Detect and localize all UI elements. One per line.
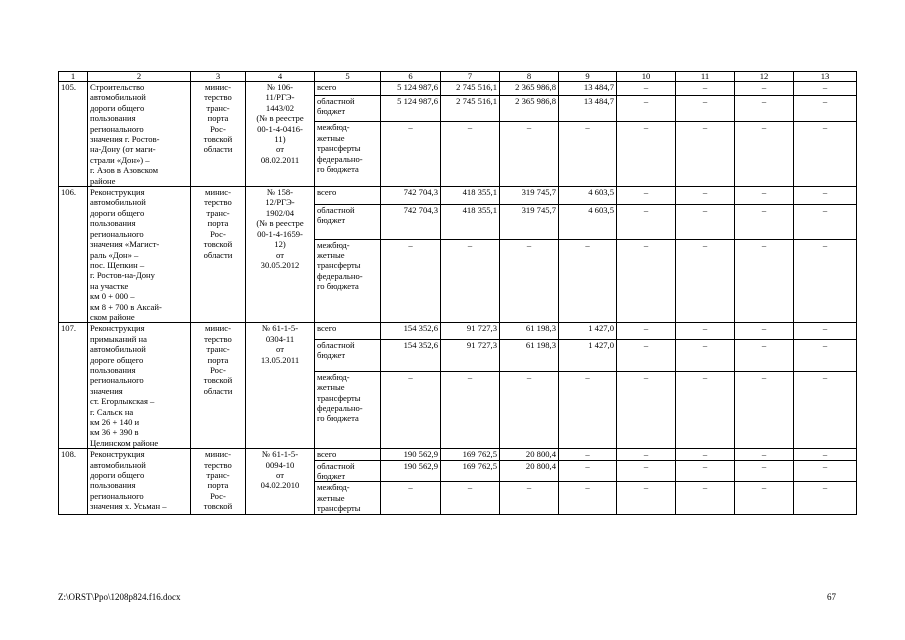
funding-source: межбюд- жетные трансферты федерально- го бюджета bbox=[315, 122, 381, 187]
value-col13: – bbox=[794, 239, 857, 323]
budget-table bbox=[58, 71, 857, 515]
value-col11: – bbox=[676, 95, 735, 122]
value-col7: 418 355,1 bbox=[441, 205, 500, 239]
value-col10: – bbox=[617, 122, 676, 187]
value-col9: – bbox=[559, 239, 617, 323]
funding-source: всего bbox=[315, 323, 381, 340]
value-col8: 2 365 986,8 bbox=[500, 82, 559, 96]
value-col8: 319 745,7 bbox=[500, 187, 559, 205]
value-col11: – bbox=[676, 323, 735, 340]
col-header: 7 bbox=[441, 72, 500, 82]
value-col8: 20 800,4 bbox=[500, 449, 559, 460]
customer-name: минис- терство транс- порта Рос- товской области bbox=[191, 187, 246, 323]
customer-name: минис- терство транс- порта Рос- товской bbox=[191, 449, 246, 514]
funding-source: межбюд- жетные трансферты федерально- го бюджета bbox=[315, 239, 381, 323]
expertise-doc: № 106- 11/РГЭ- 1443/02 (№ в реестре 00-1-4-0416- 11) от 08.02.2011 bbox=[246, 82, 315, 187]
object-name: Реконструкция примыканий на автомобильной дороге общего пользования регионального значения ст. Егорлыкская – г. Сальск на км 26 + 140 и км 36 + 390 в Целинском районе bbox=[88, 323, 191, 449]
value-col9: – bbox=[559, 449, 617, 460]
table-row bbox=[59, 323, 857, 340]
col-header: 1 bbox=[59, 72, 88, 82]
value-col11: – bbox=[676, 82, 735, 96]
customer-name: минис- терство транс- порта Рос- товской области bbox=[191, 82, 246, 187]
value-col12: – bbox=[735, 122, 794, 187]
funding-source: областной бюджет bbox=[315, 339, 381, 371]
funding-source: областной бюджет bbox=[315, 205, 381, 239]
value-col7: – bbox=[441, 239, 500, 323]
funding-source: всего bbox=[315, 82, 381, 96]
value-col11: – bbox=[676, 122, 735, 187]
expertise-doc: № 158- 12/РГЭ- 1902/04 (№ в реестре 00-1-4-1659- 12) от 30.05.2012 bbox=[246, 187, 315, 323]
value-col7: 169 762,5 bbox=[441, 449, 500, 460]
customer-name: минис- терство транс- порта Рос- товской области bbox=[191, 323, 246, 449]
value-total: – bbox=[381, 239, 441, 323]
value-total: 742 704,3 bbox=[381, 205, 441, 239]
value-col12: – bbox=[735, 82, 794, 96]
value-col10: – bbox=[617, 482, 676, 514]
value-col12: – bbox=[735, 187, 794, 205]
value-col13: – bbox=[794, 323, 857, 340]
value-col8: – bbox=[500, 239, 559, 323]
value-col11: – bbox=[676, 371, 735, 448]
value-col13: – bbox=[794, 205, 857, 239]
row-number: 106. bbox=[59, 187, 88, 323]
funding-source: межбюд- жетные трансферты федерально- го бюджета bbox=[315, 371, 381, 448]
value-col13: – bbox=[794, 122, 857, 187]
value-col12: – bbox=[735, 449, 794, 460]
value-col10: – bbox=[617, 205, 676, 239]
row-number: 108. bbox=[59, 449, 88, 514]
col-header: 13 bbox=[794, 72, 857, 82]
table-row bbox=[59, 82, 857, 96]
object-name: Строительство автомобильной дороги общего пользования регионального значения г. Ростов- на-Дону (от маги- страли «Дон») – г. Азов в Азовском районе bbox=[88, 82, 191, 187]
value-total: – bbox=[381, 122, 441, 187]
value-col8: – bbox=[500, 122, 559, 187]
value-col11: – bbox=[676, 449, 735, 460]
value-total: 190 562,9 bbox=[381, 460, 441, 482]
value-col13: – bbox=[794, 449, 857, 460]
value-col8: 61 198,3 bbox=[500, 339, 559, 371]
col-header: 9 bbox=[559, 72, 617, 82]
funding-source: межбюд- жетные трансферты bbox=[315, 482, 381, 514]
value-col8: – bbox=[500, 482, 559, 514]
value-col12: – bbox=[735, 205, 794, 239]
funding-source: всего bbox=[315, 449, 381, 460]
value-col7: 91 727,3 bbox=[441, 323, 500, 340]
value-col9: – bbox=[559, 460, 617, 482]
value-total: 190 562,9 bbox=[381, 449, 441, 460]
value-total: – bbox=[381, 371, 441, 448]
value-col12: – bbox=[735, 460, 794, 482]
value-col13: – bbox=[794, 82, 857, 96]
value-col11: – bbox=[676, 482, 735, 514]
value-col11: – bbox=[676, 187, 735, 205]
table-row bbox=[59, 449, 857, 460]
value-col13: – bbox=[794, 371, 857, 448]
value-total: – bbox=[381, 482, 441, 514]
page-number: 67 bbox=[827, 592, 836, 602]
value-col11: – bbox=[676, 460, 735, 482]
col-header: 12 bbox=[735, 72, 794, 82]
col-header: 2 bbox=[88, 72, 191, 82]
value-col10: – bbox=[617, 239, 676, 323]
value-col8: 319 745,7 bbox=[500, 205, 559, 239]
value-col9: – bbox=[559, 371, 617, 448]
value-col9: 1 427,0 bbox=[559, 339, 617, 371]
value-col13: – bbox=[794, 339, 857, 371]
value-col10: – bbox=[617, 339, 676, 371]
value-col12: – bbox=[735, 239, 794, 323]
value-col12: – bbox=[735, 482, 794, 514]
value-col9: 13 484,7 bbox=[559, 82, 617, 96]
value-col10: – bbox=[617, 95, 676, 122]
value-col10: – bbox=[617, 82, 676, 96]
value-col9: – bbox=[559, 482, 617, 514]
value-col12: – bbox=[735, 339, 794, 371]
value-total: 154 352,6 bbox=[381, 323, 441, 340]
col-header: 10 bbox=[617, 72, 676, 82]
value-col13: – bbox=[794, 187, 857, 205]
col-header: 8 bbox=[500, 72, 559, 82]
col-header: 5 bbox=[315, 72, 381, 82]
value-col7: 418 355,1 bbox=[441, 187, 500, 205]
value-total: 5 124 987,6 bbox=[381, 95, 441, 122]
value-col13: – bbox=[794, 482, 857, 514]
value-col7: 91 727,3 bbox=[441, 339, 500, 371]
col-header: 4 bbox=[246, 72, 315, 82]
value-col11: – bbox=[676, 205, 735, 239]
value-col10: – bbox=[617, 371, 676, 448]
column-number-row bbox=[59, 72, 857, 82]
col-header: 6 bbox=[381, 72, 441, 82]
value-col7: 2 745 516,1 bbox=[441, 82, 500, 96]
value-col7: – bbox=[441, 371, 500, 448]
value-col8: 20 800,4 bbox=[500, 460, 559, 482]
value-col8: – bbox=[500, 371, 559, 448]
value-col12: – bbox=[735, 323, 794, 340]
value-total: 154 352,6 bbox=[381, 339, 441, 371]
value-col13: – bbox=[794, 460, 857, 482]
row-number: 105. bbox=[59, 82, 88, 187]
object-name: Реконструкция автомобильной дороги общего пользования регионального значения «Магист- раль «Дон» – пос. Щепкин – г. Ростов-на-Дону на участке км 0 + 000 – км 8 + 700 в Аксай- ском районе bbox=[88, 187, 191, 323]
value-col9: 13 484,7 bbox=[559, 95, 617, 122]
object-name: Реконструкция автомобильной дороги общего пользования регионального значения х. Усьман – bbox=[88, 449, 191, 514]
value-col7: 2 745 516,1 bbox=[441, 95, 500, 122]
value-col10: – bbox=[617, 323, 676, 340]
value-col7: – bbox=[441, 122, 500, 187]
value-col8: 2 365 986,8 bbox=[500, 95, 559, 122]
value-col10: – bbox=[617, 449, 676, 460]
value-col10: – bbox=[617, 460, 676, 482]
value-col11: – bbox=[676, 339, 735, 371]
value-col9: 4 603,5 bbox=[559, 187, 617, 205]
funding-source: областной бюджет bbox=[315, 460, 381, 482]
value-col9: – bbox=[559, 122, 617, 187]
value-col7: 169 762,5 bbox=[441, 460, 500, 482]
col-header: 11 bbox=[676, 72, 735, 82]
file-path: Z:\ORST\Ppo\1208p824.f16.docx bbox=[58, 592, 181, 602]
value-col9: 4 603,5 bbox=[559, 205, 617, 239]
value-col9: 1 427,0 bbox=[559, 323, 617, 340]
expertise-doc: № 61-1-5- 0094-10 от 04.02.2010 bbox=[246, 449, 315, 514]
value-total: 5 124 987,6 bbox=[381, 82, 441, 96]
value-col12: – bbox=[735, 95, 794, 122]
value-col8: 61 198,3 bbox=[500, 323, 559, 340]
table-row bbox=[59, 187, 857, 205]
value-col10: – bbox=[617, 187, 676, 205]
value-col13: – bbox=[794, 95, 857, 122]
value-col11: – bbox=[676, 239, 735, 323]
row-number: 107. bbox=[59, 323, 88, 449]
col-header: 3 bbox=[191, 72, 246, 82]
value-col7: – bbox=[441, 482, 500, 514]
funding-source: областной бюджет bbox=[315, 95, 381, 122]
expertise-doc: № 61-1-5- 0304-11 от 13.05.2011 bbox=[246, 323, 315, 449]
value-total: 742 704,3 bbox=[381, 187, 441, 205]
funding-source: всего bbox=[315, 187, 381, 205]
value-col12: – bbox=[735, 371, 794, 448]
